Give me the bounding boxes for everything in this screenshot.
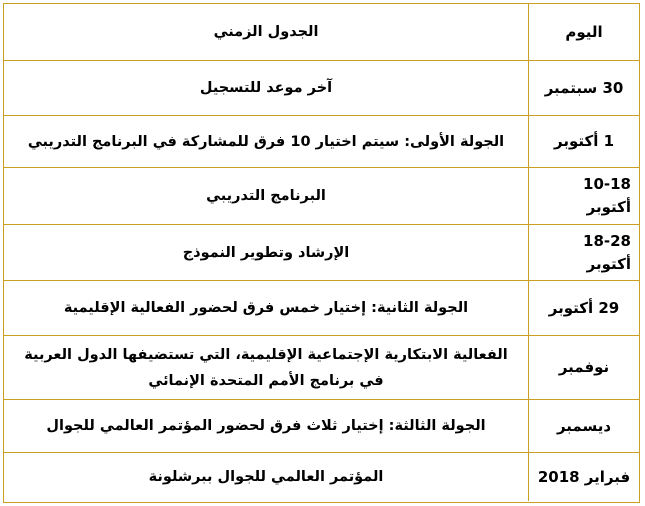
table-row bbox=[4, 225, 639, 281]
day-cell: فبراير 2018 bbox=[528, 453, 639, 501]
header-day-cell: اليوم bbox=[528, 4, 639, 60]
table-row bbox=[4, 61, 639, 116]
event-cell: الجولة الثالثة: إختيار ثلاث فرق لحضور المؤتمر العالمي للجوال bbox=[46, 418, 486, 434]
table-row bbox=[4, 281, 639, 336]
event-cell: آخر موعد للتسجيل bbox=[199, 80, 333, 96]
schedule-table bbox=[3, 3, 640, 503]
day-range: 10-18 bbox=[583, 175, 631, 193]
event-cell: الفعالية الابتكارية الإجتماعية الإقليمية، التي تستضيفها الدول العربية في برنامج الأمم المتحدة الإنمائي bbox=[24, 346, 508, 389]
event-cell: الجولة الثانية: إختيار خمس فرق لحضور الفعالية الإقليمية bbox=[63, 300, 469, 316]
header-schedule-cell: الجدول الزمني bbox=[213, 24, 319, 40]
event-cell: الإرشاد وتطوير النموذج bbox=[182, 244, 350, 261]
day-cell: 29 أكتوبر bbox=[528, 281, 639, 335]
event-cell: الجولة الأولى: سيتم اختيار 10 فرق للمشاركة في البرنامج التدريبي bbox=[27, 133, 505, 150]
table-row bbox=[4, 168, 639, 225]
day-cell bbox=[528, 225, 639, 280]
table-row bbox=[4, 453, 639, 501]
day-cell: 1 أكتوبر bbox=[528, 116, 639, 167]
day-cell: ديسمبر bbox=[528, 400, 639, 452]
table-row bbox=[4, 116, 639, 168]
event-cell: البرنامج التدريبي bbox=[206, 188, 326, 204]
table-row bbox=[4, 336, 639, 400]
day-cell bbox=[528, 168, 639, 224]
event-cell: المؤتمر العالمي للجوال ببرشلونة bbox=[148, 469, 384, 485]
day-cell: 30 سبتمبر bbox=[528, 61, 639, 115]
day-cell: نوفمبر bbox=[528, 336, 639, 399]
day-range: 18-28 bbox=[583, 231, 631, 250]
table-header-row bbox=[4, 4, 639, 61]
day-month: أكتوبر bbox=[586, 198, 631, 216]
day-month: أكتوبر bbox=[586, 254, 631, 273]
table-row bbox=[4, 400, 639, 453]
